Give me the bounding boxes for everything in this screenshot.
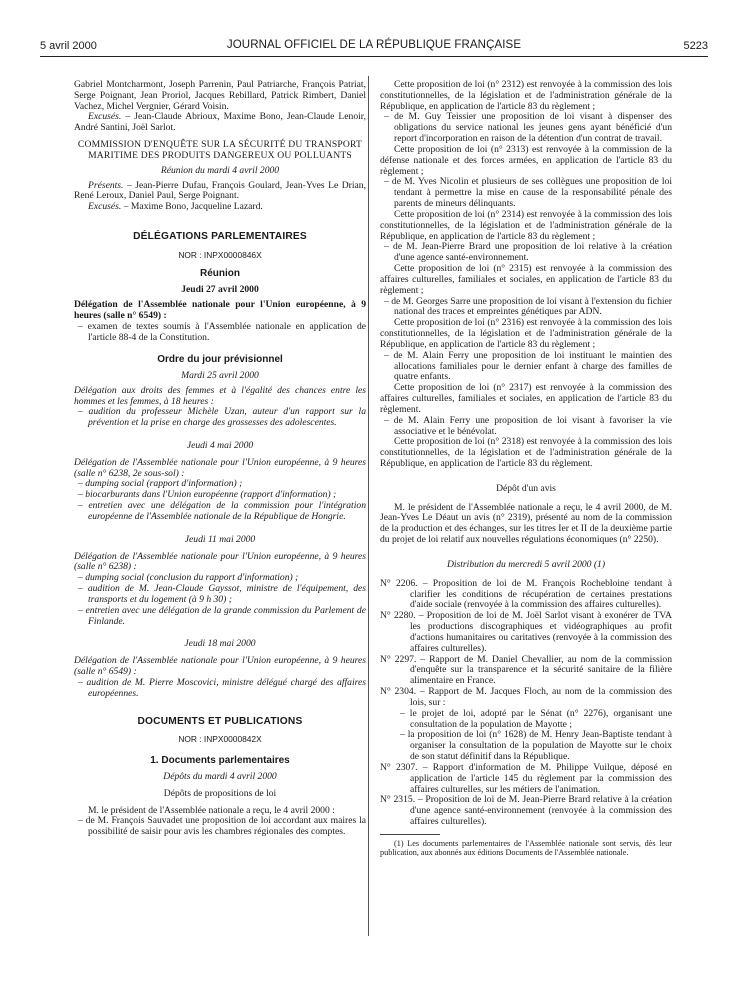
excuses-paragraph: [74, 112, 366, 134]
depot-paragraph: Cette proposition de loi (n° 2314) est renvoyée à la commission des lois constitutionnelles, de la législation et de l'administration générale de la République, en application de l'article 83 du règlement ;: [380, 208, 672, 242]
presents-label: Présents.: [88, 179, 124, 191]
column-divider: [368, 76, 369, 936]
nor-reference-2: NOR : INPX0000842X: [178, 734, 262, 745]
distribution-heading: Distribution du mercredi 5 avril 2000 (1): [446, 558, 606, 570]
excuses-text-2: – Maxime Bono, Jacqueline Lazard.: [121, 201, 263, 213]
section-title-delegations: DÉLÉGATIONS PARLEMENTAIRES: [133, 231, 307, 243]
page-header: [40, 36, 708, 54]
reunion-date: Réunion du mardi 4 avril 2000: [160, 164, 280, 176]
commission-title: COMMISSION D'ENQUÊTE SUR LA SÉCURITÉ DU TRANSPORT MARITIME DES PRODUITS DANGEREUX OU POLLUANTS: [77, 139, 363, 161]
depot-paragraph: Cette proposition de loi (n° 2317) est renvoyée à la commission des affaires culturelles, familiales et sociales, en application de l'article 83 du règlement.: [380, 382, 672, 415]
depot-paragraph: Cette proposition de loi (n° 2318) est renvoyée à la commission des lois constitutionnelles, de la législation et de l'administration générale de la République, en application de l'article 83 du règlement.: [380, 436, 672, 469]
documents-parlementaires-heading: 1. Documents parlementaires: [150, 754, 290, 766]
footnote: (1) Les documents parlementaires de l'Assemblée nationale sont servis, dès leur publication, aux abonnés aux éditions Documents de l'Assemblée nationale.: [380, 838, 672, 858]
date-heading-jeudi-18: Jeudi 18 mai 2000: [184, 638, 256, 650]
distribution-list: [380, 579, 672, 828]
date-heading-jeudi-27: Jeudi 27 avril 2000: [181, 284, 259, 296]
date-heading-jeudi-11: Jeudi 11 mai 2000: [184, 533, 256, 545]
header-rule: [40, 56, 708, 57]
delegation-ue-3-item: – dumping social (conclusion du rapport d'information) ;: [78, 572, 299, 584]
delegation-femmes-item: – audition du professeur Michèle Uzan, auteur d'un rapport sur la prévention et la prise en charge des grossesses des adolescentes.: [78, 406, 366, 429]
footnote-rule: [380, 834, 440, 835]
depot-avis-heading: Dépôt d'un avis: [496, 482, 556, 494]
depot-paragraph: Cette proposition de loi (n° 2316) est renvoyée à la commission des lois constitutionnelles, de la législation et de l'administration générale de la République, en application de l'article 83 du règlement ;: [380, 317, 672, 350]
depots-intro: M. le président de l'Assemblée nationale a reçu, le 4 avril 2000 :: [88, 804, 335, 816]
excuses-text: – Jean-Claude Abrioux, Maxime Bono, Jean-Claude Lenoir, André Santini, Joël Sarlot.: [74, 111, 366, 134]
distribution-item: N° 2206. – Proposition de loi de M. François Rochebloine tendant à clarifier les conditions de récupération de certaines prestations d'aide sociale (renvoyée à la commission des affaires culturelles).: [380, 577, 672, 611]
excuses-paragraph-2: [74, 202, 366, 213]
header-title: JOURNAL OFFICIEL DE LA RÉPUBLIQUE FRANÇAISE: [226, 39, 522, 51]
depot-paragraph: – de M. Yves Nicolin et plusieurs de ses collègues une proposition de loi tendant à permettre la mise en cause de la responsabilité pénale des parents de mineurs délinquants.: [384, 176, 672, 210]
right-column: [380, 80, 672, 857]
header-date: 5 avril 2000: [40, 40, 97, 52]
ordre-du-jour-heading: Ordre du jour prévisionnel: [157, 353, 283, 365]
delegation-ue-4-item: – audition de M. Pierre Moscovici, ministre délégué chargé des affaires européennes.: [78, 676, 366, 699]
members-list: Gabriel Montcharmont, Joseph Parrenin, Paul Patriarche, François Patriat, Serge Poignant, Jean Proriol, Jacques Rebillard, Patrick Rimbert, Daniel Vachez, Michel Vergnier, Gérard Voisin.: [74, 79, 366, 112]
delegation-ue-2-item: – entretien avec une délégation de la commission pour l'intégration européenne de l'Assemblée nationale de la République de Hongrie.: [78, 500, 366, 522]
depot-paragraph: – de M. Georges Sarre une proposition de loi visant à l'extension du fichier national des traces et empreintes génétiques par ADN.: [384, 295, 672, 318]
depots-propositions-heading: Dépôts de propositions de loi: [163, 787, 277, 799]
depots-list: [380, 80, 672, 470]
reunion-heading: Réunion: [200, 268, 240, 280]
delegation-ue-2: Délégation de l'Assemblée nationale pour l'Union européenne, à 9 heures (salle n° 6238, 2e sous-sol) :: [74, 456, 366, 479]
delegation-ue-4: Délégation de l'Assemblée nationale pour l'Union européenne, à 9 heures (salle n° 6549) :: [74, 655, 366, 678]
delegation-ue-2-item: – dumping social (rapport d'information) ;: [78, 478, 243, 490]
distribution-item: – le projet de loi, adopté par le Sénat (n° 2276), organisant une consultation de la population de Mayotte ;: [400, 707, 672, 730]
excuses-label-2: Excusés.: [88, 201, 122, 213]
depot-paragraph: Cette proposition de loi (n° 2313) est renvoyée à la commission de la défense nationale et des forces armées, en application de l'article 83 du règlement ;: [380, 143, 672, 177]
delegation-ue-3-item: – entretien avec une délégation de la grande commission du Parlement de Finlande.: [78, 604, 366, 627]
depot-paragraph: – de M. Alain Ferry une proposition de loi visant à favoriser la vie associative et le bénévolat.: [384, 414, 672, 437]
excuses-label: Excusés.: [88, 111, 122, 123]
delegation-ue-1-item: – examen de textes soumis à l'Assemblée nationale en application de l'article 88-4 de la Constitution.: [78, 320, 366, 343]
date-heading-mardi-25: Mardi 25 avril 2000: [181, 369, 259, 381]
distribution-item: N° 2297. – Rapport de M. Daniel Chevallier, au nom de la commission d'enquête sur la transparence et la sécurité sanitaire de la filière alimentaire en France.: [380, 653, 672, 687]
distribution-item: N° 2280. – Proposition de loi de M. Joël Sarlot visant à exonérer de TVA les productions discographiques et vidéographiques au profit d'actions humanitaires ou caritatives (renvoyée à la commission des affaires culturelles).: [380, 610, 672, 654]
distribution-item: – la proposition de loi (n° 1628) de M. Henry Jean-Baptiste tendant à organiser la consultation de la population de Mayotte sur le choix de son statut définitif dans la République.: [400, 729, 672, 763]
left-column: [74, 80, 366, 838]
delegation-ue-1: Délégation de l'Assemblée nationale pour l'Union européenne, à 9 heures (salle n° 6549) :: [74, 299, 366, 322]
delegation-femmes: Délégation aux droits des femmes et à l'égalité des chances entre les hommes et les femmes, à 18 heures :: [74, 384, 366, 407]
delegation-ue-2-item: – biocarburants dans l'Union européenne (rapport d'information) ;: [78, 489, 337, 501]
delegation-ue-3: Délégation de l'Assemblée nationale pour l'Union européenne, à 9 heures (salle n° 6238) :: [74, 550, 366, 573]
depot-paragraph: Cette proposition de loi (n° 2312) est renvoyée à la commission des lois constitutionnelles, de la législation et de l'administration générale de la République, en application de l'article 83 du règlement ;: [380, 79, 672, 112]
presents-paragraph: [74, 181, 366, 203]
distribution-item: N° 2304. – Rapport de M. Jacques Floch, au nom de la commission des lois, sur :: [380, 686, 672, 708]
depots-date-heading: Dépôts du mardi 4 avril 2000: [163, 770, 277, 782]
depot-paragraph: Cette proposition de loi (n° 2315) est renvoyée à la commission des affaires culturelles, familiales et sociales, en application de l'article 83 du règlement ;: [380, 263, 672, 296]
date-heading-jeudi-4: Jeudi 4 mai 2000: [186, 439, 254, 451]
header-page-number: 5223: [683, 40, 708, 52]
depot-paragraph: – de M. Guy Teissier une proposition de loi visant à dispenser des obligations du service national les jeunes gens ayant bénéficié d'un report d'incorporation en raison de la détention d'un contrat de travail.: [384, 111, 672, 145]
depot-paragraph: – de M. Jean-Pierre Brard une proposition de loi relative à la création d'une agence santé-environnement.: [384, 241, 672, 264]
depot-item-sauvadet: – de M. François Sauvadet une proposition de loi accordant aux maires la possibilité de saisir pour avis les chambres régionales des comptes.: [78, 815, 366, 838]
depot-avis-text: M. le président de l'Assemblée nationale a reçu, le 4 avril 2000, de M. Jean-Yves Le Déaut un avis (n° 2319), présenté au nom de la commission de la production et des échanges, sur les titres Ier et II de la deuxième partie du projet de loi relatif aux nouvelles régulations économiques (n° 2250).: [380, 501, 672, 546]
nor-reference-1: NOR : INPX0000846X: [178, 249, 262, 260]
delegation-ue-3-item: – audition de M. Jean-Claude Gayssot, ministre de l'équipement, des transports et du logement (à 9 h 30) ;: [78, 583, 366, 605]
depot-paragraph: – de M. Alain Ferry une proposition de loi instituant le maintien des allocations familiales pour le dernier enfant à charge des familles de quatre enfants.: [384, 349, 672, 383]
distribution-item: N° 2307. – Rapport d'information de M. Philippe Vuilque, déposé en application de l'article 145 du règlement par la commission des affaires culturelles, sur les métiers de l'animation.: [380, 761, 672, 795]
presents-text: – Jean-Pierre Dufau, François Goulard, Jean-Yves Le Drian, René Leroux, Daniel Paul, Serge Poignant.: [74, 179, 366, 202]
distribution-item: N° 2315. – Proposition de loi de M. Jean-Pierre Brard relative à la création d'une agence santé-environnement (renvoyée à la commission des affaires culturelles).: [380, 794, 672, 827]
section-title-documents: DOCUMENTS ET PUBLICATIONS: [137, 715, 303, 727]
